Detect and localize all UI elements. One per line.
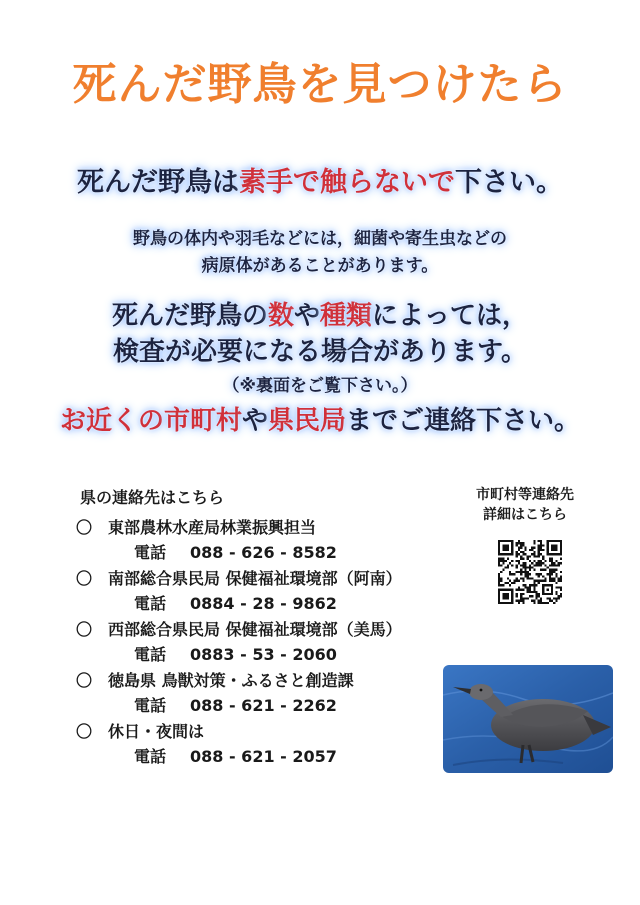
tel-label: 電話 [134, 696, 167, 715]
contact-phone: 088 - 626 - 8582 [190, 543, 337, 562]
testing-text [0, 298, 640, 370]
dead-bird-illustration [443, 665, 613, 773]
tel-label: 電話 [134, 645, 167, 664]
contact-phone: 088 - 621 - 2262 [190, 696, 337, 715]
contact-call-prefecture-office: 県民局 [268, 406, 347, 436]
warning-part-3: 下さい。 [455, 167, 563, 198]
contact-phone: 088 - 621 - 2057 [190, 747, 337, 766]
bullet-icon: 〇 [76, 620, 93, 639]
page-title: 死んだ野鳥を見つけたら [72, 59, 568, 110]
tel-label: 電話 [134, 543, 167, 562]
contact-name: 南部総合県民局 保健福祉環境部（阿南） [108, 569, 402, 588]
explanation-text [0, 226, 640, 280]
testing-emphasis-species: 種類 [320, 301, 373, 331]
contact-phone: 0884 - 28 - 9862 [190, 594, 337, 613]
bullet-icon: 〇 [76, 569, 93, 588]
testing-part-e: によっては， [372, 301, 529, 331]
testing-part-c: や [293, 301, 320, 331]
contact-name: 東部農林水産局林業振興担当 [108, 518, 317, 537]
bullet-icon: 〇 [76, 722, 93, 741]
contacts-heading: 県の連絡先はこちら [80, 488, 225, 507]
contact-name: 西部総合県民局 保健福祉環境部（美馬） [108, 620, 402, 639]
testing-line-2: 検査が必要になる場合があります。 [113, 337, 527, 367]
qr-caption-line-1: 市町村等連絡先 [476, 487, 574, 503]
contact-item [76, 669, 456, 720]
testing-part-a: 死んだ野鳥の [111, 301, 268, 331]
tel-label: 電話 [134, 594, 167, 613]
warning-part-1: 死んだ野鳥は [77, 167, 239, 198]
contact-call-e: までご連絡下さい。 [346, 406, 581, 436]
bullet-icon: 〇 [76, 518, 93, 537]
contact-call-a: お近くの [59, 406, 164, 436]
warning-emphasis: 素手で触らないで [239, 167, 455, 198]
explanation-line-2: 病原体があることがあります。 [201, 256, 439, 276]
warning-text [0, 160, 640, 199]
contact-call-municipality: 市町村 [163, 406, 242, 436]
qr-caption-line-2: 詳細はこちら [483, 507, 567, 523]
reverse-side-note: （※裏面をご覧下さい。） [222, 376, 418, 396]
contact-name: 休日・夜間は [108, 722, 205, 741]
bullet-icon: 〇 [76, 671, 93, 690]
contact-item [76, 618, 456, 669]
contact-name: 徳島県 鳥獣対策・ふるさと創造課 [108, 671, 354, 690]
contact-call-text [0, 400, 640, 437]
contact-item [76, 567, 456, 618]
testing-emphasis-count: 数 [267, 301, 294, 331]
contact-item [76, 516, 456, 567]
explanation-line-1: 野鳥の体内や羽毛などには，細菌や寄生虫などの [133, 229, 507, 249]
contact-list [76, 516, 456, 771]
dead-bird-photo [443, 665, 613, 773]
qr-caption [455, 485, 595, 525]
contact-phone: 0883 - 53 - 2060 [190, 645, 337, 664]
contact-item [76, 720, 456, 771]
tel-label: 電話 [134, 747, 167, 766]
contact-call-c: や [241, 406, 268, 436]
qr-code[interactable] [498, 540, 562, 604]
